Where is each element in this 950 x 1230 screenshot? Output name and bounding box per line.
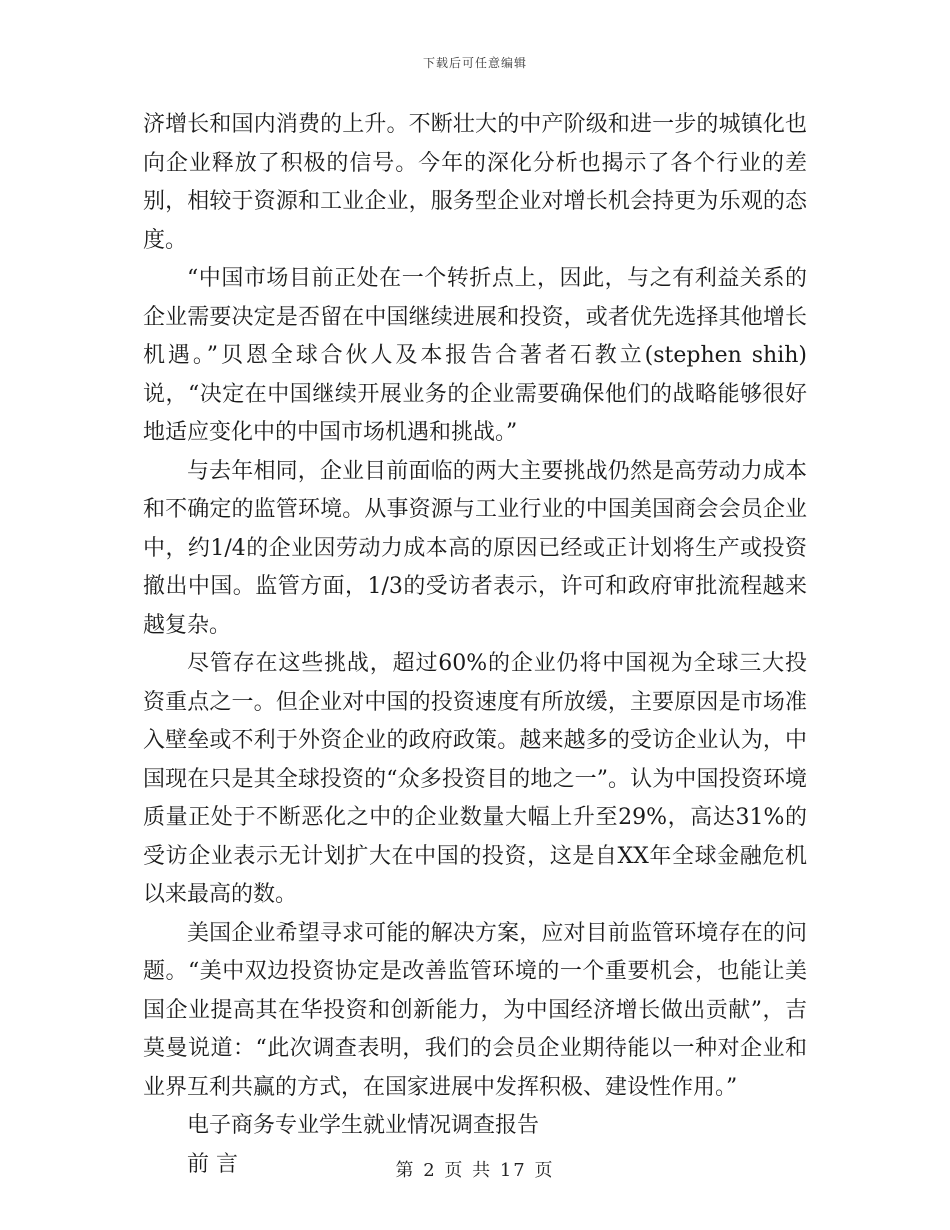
report-title: 电子商务专业学生就业情况调查报告 — [187, 1113, 540, 1138]
document-body — [143, 106, 807, 1184]
paragraph-solutions: 美国企业希望寻求可能的解决方案，应对目前监管环境存在的问题。“美中双边投资协定是改善监管环境的一个重要机会，也能让美国企业提高其在华投资和创新能力，为中国经济增长做出贡献”，吉莫曼说道：“此次调查表明，我们的会员企业期待能以一种对企业和业界互利共赢的方式，在国家进展中发挥积极、建设性作用。” — [143, 920, 807, 1100]
paragraph-quote-stephen-shih: “中国市场目前正处在一个转折点上，因此，与之有利益关系的企业需要决定是否留在中国继续进展和投资，或者优先选择其他增长机遇。”贝恩全球合伙人及本报告合著者石教立(stephen shih)说，“决定在中国继续开展业务的企业需要确保他们的战略能够很好地适应变化中的中国市场机遇和挑战。” — [143, 266, 807, 445]
page-header-note: 下载后可任意编辑 — [422, 56, 527, 70]
paragraph-continuation: 济增长和国内消费的上升。不断壮大的中产阶级和进一步的城镇化也向企业释放了积极的信号。今年的深化分析也揭示了各个行业的差别，相较于资源和工业企业，服务型企业对增长机会持更为乐观的态度。 — [143, 112, 807, 253]
paragraph-main-challenges: 与去年相同，企业目前面临的两大主要挑战仍然是高劳动力成本和不确定的监管环境。从事资源与工业行业的中国美国商会会员企业中，约1/4的企业因劳动力成本高的原因已经或正计划将生产或投资撤出中国。监管方面，1/3的受访者表示，许可和政府审批流程越来越复杂。 — [143, 458, 807, 638]
preface-heading: 前 言 — [187, 1151, 238, 1177]
page-footer: 第 2 页 共 17 页 — [395, 1160, 555, 1181]
paragraph-investment-priority: 尽管存在这些挑战，超过60%的企业仍将中国视为全球三大投资重点之一。但企业对中国的投资速度有所放缓，主要原因是市场准入壁垒或不利于外资企业的政府政策。越来越多的受访企业认为，中国现在只是其全球投资的“众多投资目的地之一”。认为中国投资环境质量正处于不断恶化之中的企业数量大幅上升至29%，高达31%的受访企业表示无计划扩大在中国的投资，这是自XX年全球金融危机以来最高的数。 — [143, 651, 807, 907]
